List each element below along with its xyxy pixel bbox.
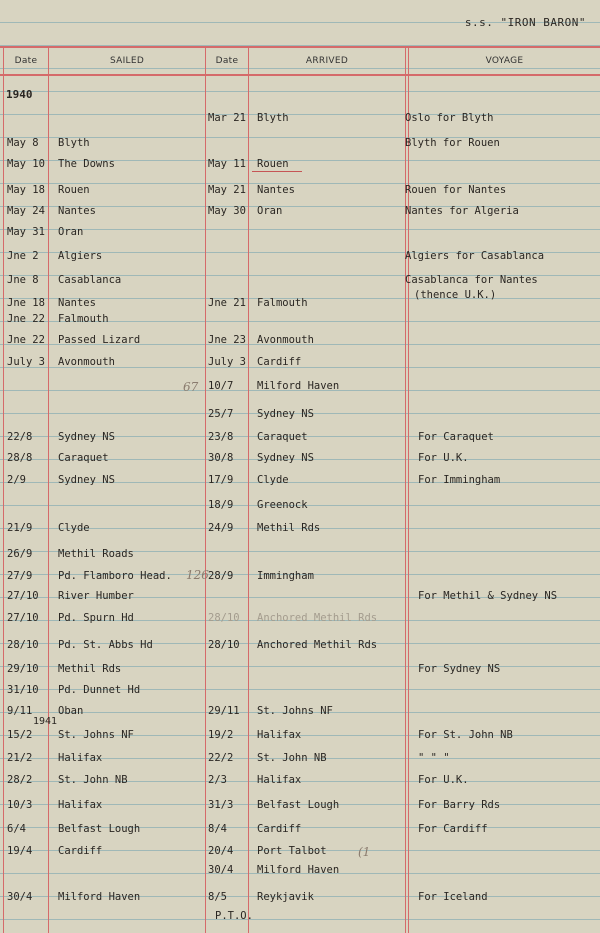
pto-note: P.T.O. — [215, 910, 253, 922]
sailed-date: Jne 22 — [7, 334, 45, 346]
sailed-place: Milford Haven — [58, 891, 141, 903]
sailed-date: May 8 — [7, 137, 39, 149]
year-1941: 1941 — [33, 716, 58, 727]
header-voyage: VOYAGE — [485, 56, 524, 66]
sailed-date: July 3 — [7, 356, 45, 368]
arrived-date: Jne 23 — [208, 334, 246, 346]
sailed-place: Nantes — [58, 205, 96, 217]
arrived-date: 30/8 — [208, 452, 234, 464]
voyage-note: " " " — [418, 752, 450, 764]
sailed-date: May 18 — [7, 184, 45, 196]
sailed-place: Pd. Flamboro Head. — [58, 570, 172, 582]
arrived-date: 28/10 — [208, 612, 240, 624]
voyage-note: (thence U.K.) — [414, 289, 497, 301]
arrived-date: 19/2 — [208, 729, 234, 741]
sailed-date: 2/9 — [7, 474, 26, 486]
arrived-place: Milford Haven — [257, 864, 340, 876]
sailed-date: Jne 2 — [7, 250, 39, 262]
sailed-date: 22/8 — [7, 431, 33, 443]
arrived-place: Greenock — [257, 499, 308, 511]
sailed-date: 27/10 — [7, 612, 39, 624]
sailed-place: Sydney NS — [58, 474, 115, 486]
sailed-date: May 10 — [7, 158, 45, 170]
sailed-place: Rouen — [58, 184, 90, 196]
arrived-place: Methil Rds — [257, 522, 321, 534]
sailed-date: Jne 8 — [7, 274, 39, 286]
margin-mark: (1 — [358, 845, 371, 859]
sailed-place: Casablanca — [58, 274, 122, 286]
sailed-place: Blyth — [58, 137, 90, 149]
voyage-note: For U.K. — [418, 452, 469, 464]
arrived-place: Anchored Methil Rds — [257, 639, 378, 651]
column-rule — [408, 46, 409, 933]
arrived-date: 30/4 — [208, 864, 234, 876]
arrived-date: 28/10 — [208, 639, 240, 651]
voyage-note: For Immingham — [418, 474, 501, 486]
arrived-place: Milford Haven — [257, 380, 340, 392]
arrived-date: 29/11 — [208, 705, 240, 717]
voyage-note: For U.K. — [418, 774, 469, 786]
voyage-note: For Caraquet — [418, 431, 494, 443]
sailed-date: 28/10 — [7, 639, 39, 651]
arrived-place: Cardiff — [257, 356, 302, 368]
sailed-place: Oban — [58, 705, 84, 717]
arrived-place: Reykjavik — [257, 891, 314, 903]
sailed-place: Nantes — [58, 297, 96, 309]
sailed-place: Caraquet — [58, 452, 109, 464]
margin-mark: 67 — [183, 380, 199, 394]
voyage-note: Oslo for Blyth — [405, 112, 494, 124]
arrived-place: Oran — [257, 205, 283, 217]
sailed-date: 29/10 — [7, 663, 39, 675]
arrived-place: Clyde — [257, 474, 289, 486]
header-arrived: ARRIVED — [305, 56, 349, 66]
arrived-date: 25/7 — [208, 408, 234, 420]
sailed-place: Belfast Lough — [58, 823, 141, 835]
arrived-date: 2/3 — [208, 774, 227, 786]
arrived-date: 10/7 — [208, 380, 234, 392]
header-top-rule — [0, 46, 600, 48]
arrived-place: Immingham — [257, 570, 314, 582]
ship-name: s.s. "IRON BARON" — [464, 16, 586, 29]
arrived-place: Caraquet — [257, 431, 308, 443]
arrived-date: 8/4 — [208, 823, 227, 835]
sailed-place: River Humber — [58, 590, 134, 602]
sailed-date: May 31 — [7, 226, 45, 238]
voyage-note: For Barry Rds — [418, 799, 501, 811]
arrived-place: Nantes — [257, 184, 295, 196]
arrived-date: 20/4 — [208, 845, 234, 857]
sailed-place: St. John NB — [58, 774, 128, 786]
arrived-place: Port Talbot — [257, 845, 327, 857]
column-rule — [48, 46, 49, 933]
column-rule — [3, 46, 4, 933]
sailed-place: Algiers — [58, 250, 103, 262]
sailed-place: Clyde — [58, 522, 90, 534]
arrived-place: Halifax — [257, 774, 302, 786]
header-date-sailed: Date — [14, 56, 38, 66]
arrived-date: 8/5 — [208, 891, 227, 903]
voyage-note: Casablanca for Nantes — [405, 274, 538, 286]
sailed-place: The Downs — [58, 158, 115, 170]
voyage-note: For Sydney NS — [418, 663, 501, 675]
sailed-date: 21/2 — [7, 752, 33, 764]
column-rule — [248, 46, 249, 933]
sailed-place: Pd. Spurn Hd — [58, 612, 134, 624]
arrived-date: 22/2 — [208, 752, 234, 764]
arrived-date: May 30 — [208, 205, 246, 217]
voyage-note: Blyth for Rouen — [405, 137, 500, 149]
sailed-date: 30/4 — [7, 891, 33, 903]
arrived-date: Jne 21 — [208, 297, 246, 309]
sailed-date: Jne 22 — [7, 313, 45, 325]
arrived-place: Falmouth — [257, 297, 308, 309]
sailed-date: 21/9 — [7, 522, 33, 534]
sailed-place: Falmouth — [58, 313, 109, 325]
sailed-place: Pd. St. Abbs Hd — [58, 639, 153, 651]
sailed-place: Methil Roads — [58, 548, 134, 560]
sailed-date: 26/9 — [7, 548, 33, 560]
header-sailed: SAILED — [109, 56, 145, 66]
header-bottom-rule — [0, 74, 600, 76]
sailed-date: Jne 18 — [7, 297, 45, 309]
sailed-date: 19/4 — [7, 845, 33, 857]
sailed-place: Passed Lizard — [58, 334, 141, 346]
rouen-underline — [252, 171, 302, 172]
arrived-place: St. Johns NF — [257, 705, 333, 717]
sailed-date: 27/10 — [7, 590, 39, 602]
arrived-date: 17/9 — [208, 474, 234, 486]
arrived-date: 28/9 — [208, 570, 234, 582]
arrived-date: July 3 — [208, 356, 246, 368]
arrived-place: Belfast Lough — [257, 799, 340, 811]
voyage-note: Algiers for Casablanca — [405, 250, 545, 262]
voyage-note: For Iceland — [418, 891, 488, 903]
sailed-place: Halifax — [58, 752, 103, 764]
arrived-date: May 11 — [208, 158, 246, 170]
sailed-place: Halifax — [58, 799, 103, 811]
arrived-date: 31/3 — [208, 799, 234, 811]
sailed-date: 10/3 — [7, 799, 33, 811]
column-rule — [405, 46, 406, 933]
arrived-date: 18/9 — [208, 499, 234, 511]
sailed-date: 6/4 — [7, 823, 26, 835]
voyage-note: For Cardiff — [418, 823, 488, 835]
sailed-date: 31/10 — [7, 684, 39, 696]
arrived-place: Sydney NS — [257, 408, 314, 420]
arrived-place: Rouen — [257, 158, 289, 170]
arrived-place: Cardiff — [257, 823, 302, 835]
sailed-place: Pd. Dunnet Hd — [58, 684, 141, 696]
sailed-place: Oran — [58, 226, 84, 238]
arrived-place: Blyth — [257, 112, 289, 124]
sailed-date: 9/11 — [7, 705, 33, 717]
sailed-date: May 24 — [7, 205, 45, 217]
arrived-place: Avonmouth — [257, 334, 314, 346]
arrived-date: Mar 21 — [208, 112, 246, 124]
header-date-arrived: Date — [215, 56, 239, 66]
arrived-place: Halifax — [257, 729, 302, 741]
margin-mark: 126 — [186, 568, 209, 582]
sailed-place: Cardiff — [58, 845, 103, 857]
arrived-place: Sydney NS — [257, 452, 314, 464]
arrived-place: Anchored Methil Rds — [257, 612, 378, 624]
sailed-date: 28/2 — [7, 774, 33, 786]
voyage-note: For St. John NB — [418, 729, 513, 741]
sailed-place: Methil Rds — [58, 663, 122, 675]
arrived-date: May 21 — [208, 184, 246, 196]
sailed-date: 28/8 — [7, 452, 33, 464]
sailed-place: Avonmouth — [58, 356, 115, 368]
sailed-date: 27/9 — [7, 570, 33, 582]
sailed-place: Sydney NS — [58, 431, 115, 443]
voyage-note: Nantes for Algeria — [405, 205, 519, 217]
year-1940: 1940 — [6, 88, 33, 101]
voyage-note: Rouen for Nantes — [405, 184, 507, 196]
arrived-date: 23/8 — [208, 431, 234, 443]
arrived-place: St. John NB — [257, 752, 327, 764]
arrived-date: 24/9 — [208, 522, 234, 534]
voyage-note: For Methil & Sydney NS — [418, 590, 558, 602]
sailed-place: St. Johns NF — [58, 729, 134, 741]
column-rule — [205, 46, 206, 933]
sailed-date: 15/2 — [7, 729, 33, 741]
